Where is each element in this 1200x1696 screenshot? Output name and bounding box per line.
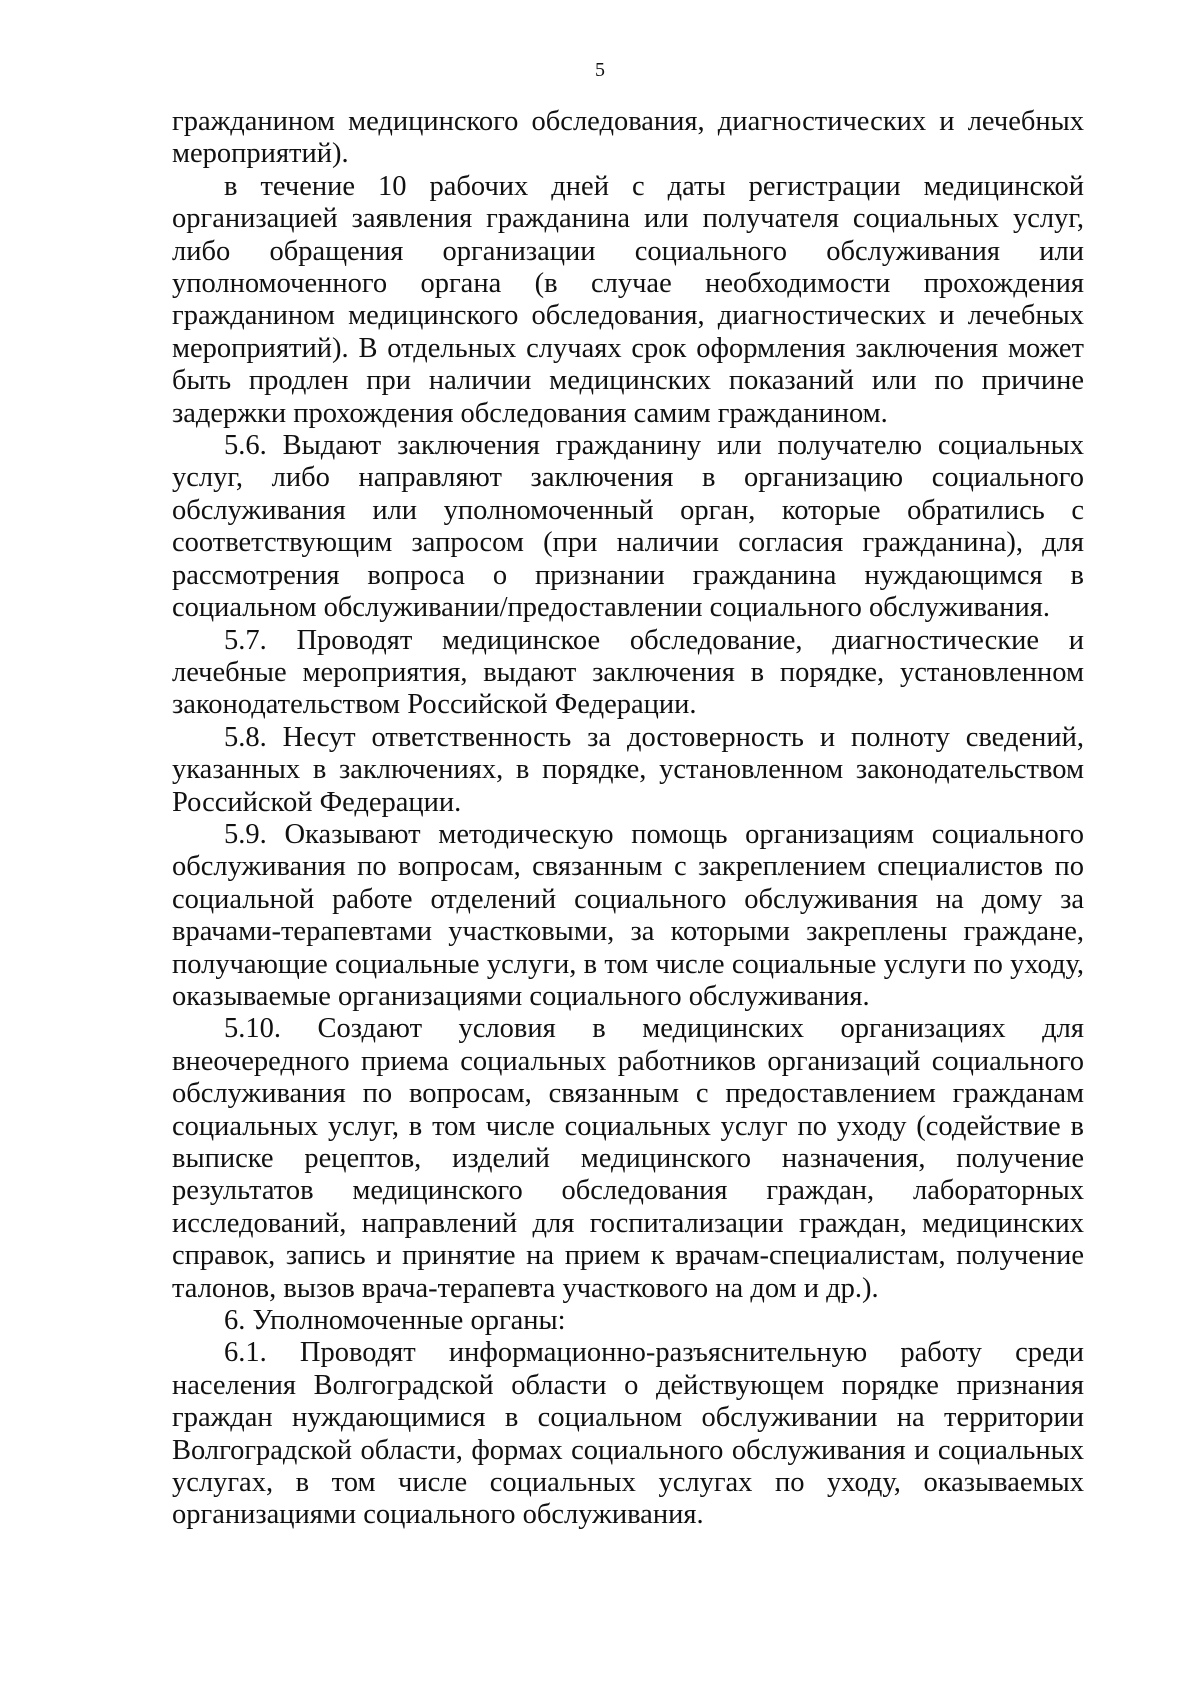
paragraph-5-8: 5.8. Несут ответственность за достоверность и полноту сведений, указанных в заключениях, в порядке, установленном законодательством Российской Федерации. [172,721,1084,818]
paragraph-10-days: в течение 10 рабочих дней с даты регистрации медицинской организацией заявления гражданина или получателя социальных услуг, либо обращения организации социального обслуживания или уполномоченного органа (в случае необходимости прохождения гражданином медицинского обследования, диагностических и лечебных мероприятий). В отдельных случаях срок оформления заключения может быть продлен при наличии медицинских показаний или по причине задержки прохождения обследования самим гражданином. [172,170,1084,429]
paragraph-6: 6. Уполномоченные органы: [224,1305,566,1337]
paragraph-5-9: 5.9. Оказывают методическую помощь организациям социального обслуживания по вопросам, связанным с закреплением специалистов по социальной работе отделений социального обслуживания на дому за врачами-терапевтами участковыми, за которыми закреплены граждане, получающие социальные услуги, в том числе социальные услуги по уходу, оказываемые организациями социального обслуживания. [172,818,1084,1012]
paragraph-5-7: 5.7. Проводят медицинское обследование, диагностические и лечебные мероприятия, выдают заключения в порядке, установленном законодательством Российской Федерации. [172,624,1084,721]
paragraph-5-6: 5.6. Выдают заключения гражданину или получателю социальных услуг, либо направляют заключения в организацию социального обслуживания или уполномоченный орган, которые обратились с соответствующим запросом (при наличии согласия гражданина), для рассмотрения вопроса о признании гражданина нуждающимся в социальном обслуживании/предоставлении социального обслуживания. [172,430,1084,624]
document-body [172,106,1084,1532]
page-number: 5 [595,59,605,81]
paragraph-5-10: 5.10. Создают условия в медицинских организациях для внеочередного приема социальных работников организаций социального обслуживания по вопросам, связанным с предоставлением гражданам социальных услуг, в том числе социальных услуг по уходу (содействие в выписке рецептов, изделий медицинского назначения, получение результатов медицинского обследования граждан, лабораторных исследований, направлений для госпитализации граждан, медицинских справок, запись и принятие на прием к врачам-специалистам, получение талонов, вызов врача-терапевта участкового на дом и др.). [172,1013,1084,1304]
paragraph-continuation: гражданином медицинского обследования, диагностических и лечебных мероприятий). [172,106,1084,170]
paragraph-6-1: 6.1. Проводят информационно-разъяснительную работу среди населения Волгоградской области о действующем порядке признания граждан нуждающимися в социальном обслуживании на территории Волгоградской области, формах социального обслуживания и социальных услугах, в том числе социальных услугах по уходу, оказываемых организациями социального обслуживания. [172,1337,1084,1531]
